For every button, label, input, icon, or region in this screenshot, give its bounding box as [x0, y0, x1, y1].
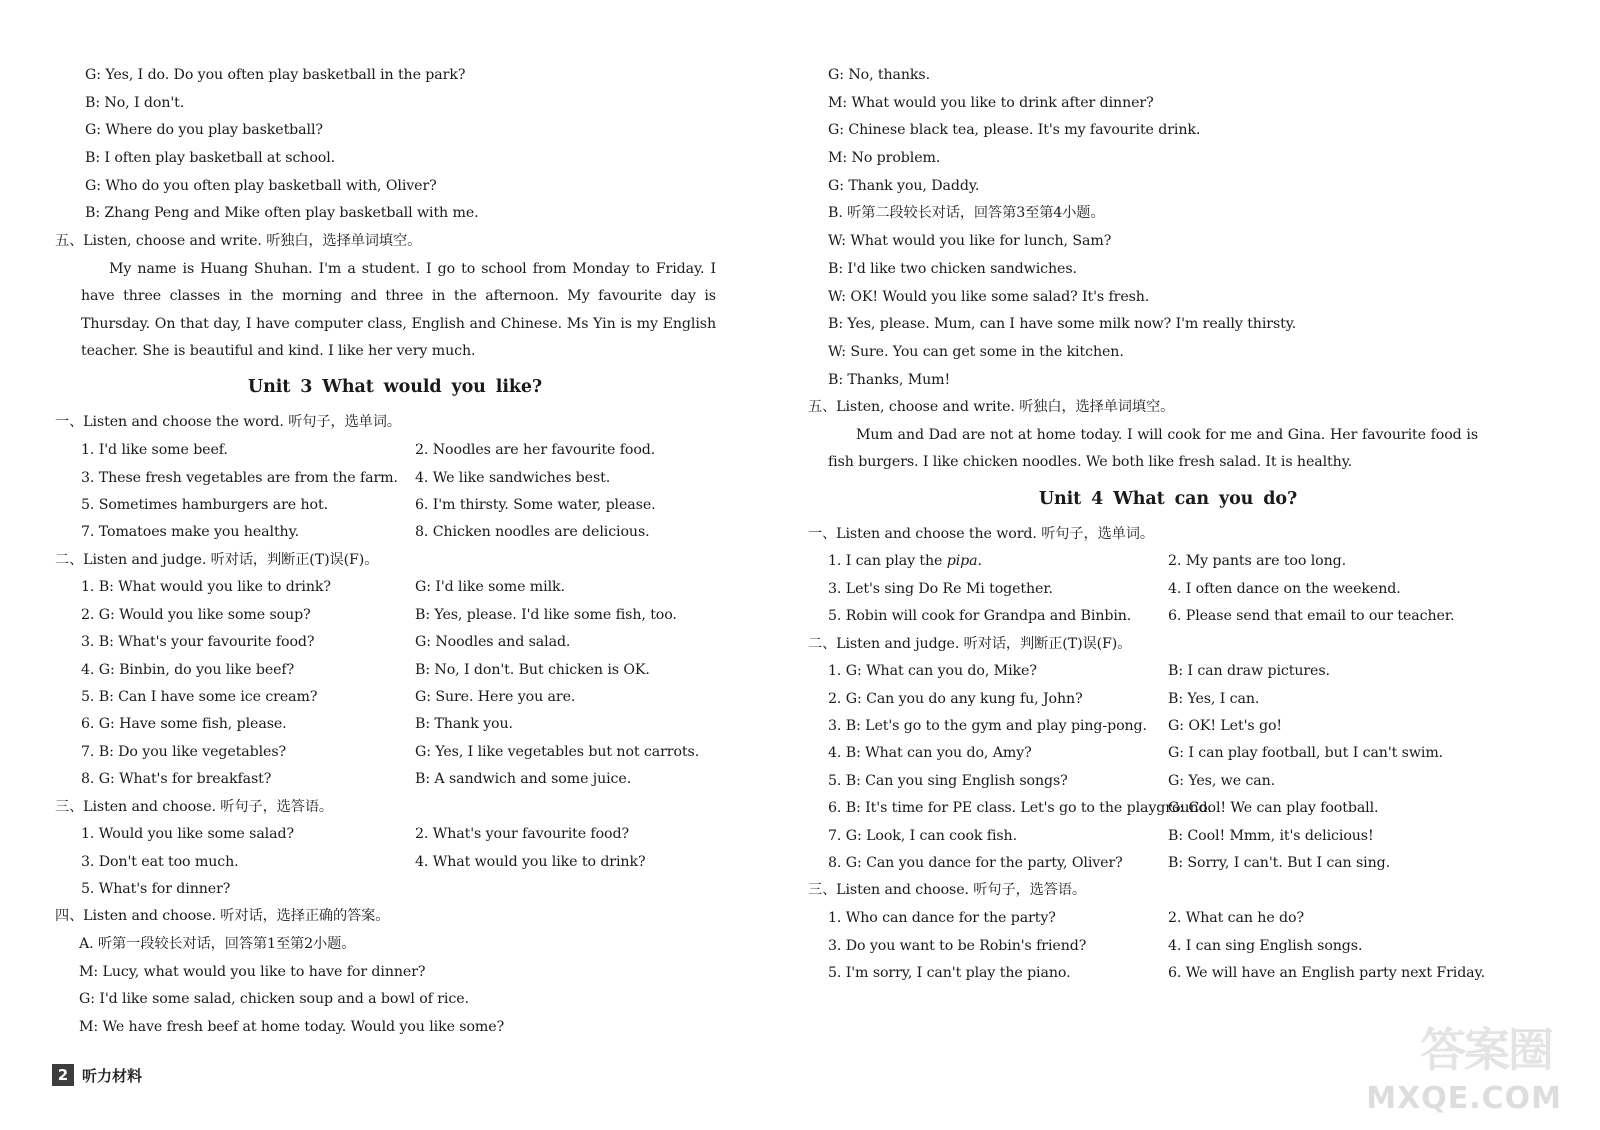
question-item: 4. We like sandwiches best.	[415, 469, 611, 486]
question-item: 6. B: It's time for PE class. Let's go to the playground.	[828, 800, 1212, 817]
right-column	[808, 62, 1528, 987]
question-item: 3. B: What's your favourite food?	[81, 634, 315, 651]
question-item	[415, 876, 735, 903]
question-item: 4. B: What can you do, Amy?	[828, 745, 1032, 762]
section-heading: 二、Listen and judge. 听对话，判断正(T)误(F)。	[55, 551, 379, 568]
question-text: .	[977, 553, 982, 570]
section-heading: 三、Listen and choose. 听句子，选答语。	[55, 798, 334, 815]
question-row	[55, 711, 735, 738]
question-row	[55, 684, 735, 711]
question-row	[55, 465, 735, 492]
question-item: 5. B: Can I have some ice cream?	[81, 688, 318, 705]
question-row	[55, 574, 735, 601]
question-row	[55, 739, 735, 766]
question-row	[808, 960, 1528, 987]
dialogue-line: M: What would you like to drink after dinner?	[828, 94, 1154, 111]
question-item: G: I can play football, but I can't swim.	[1168, 745, 1444, 762]
question-text: 1. I can play the	[828, 553, 947, 570]
dialogue-line: M: We have fresh beef at home today. Would you like some?	[79, 1019, 505, 1036]
dialogue-line: G: Where do you play basketball?	[85, 122, 323, 139]
question-row	[808, 850, 1528, 877]
page-footer	[52, 1064, 142, 1086]
question-item: B: Thank you.	[415, 716, 513, 733]
question-item: G: Sure. Here you are.	[415, 688, 576, 705]
question-item: 2. My pants are too long.	[1168, 553, 1347, 570]
dialogue-line: B: Thanks, Mum!	[828, 371, 951, 388]
dialogue-line: G: Yes, I do. Do you often play basketball in the park?	[85, 67, 466, 83]
question-row	[55, 519, 735, 546]
section-heading: 五、Listen, choose and write. 听独白，选择单词填空。	[55, 233, 422, 250]
question-row	[55, 657, 735, 684]
monologue-paragraph: My name is Huang Shuhan. I'm a student. I go to school from Monday to Friday. I have three classes in the morning and three in the afternoon. My favourite day is Thursday. On that day, I have computer class, English and Chinese. Ms Yin is my English teacher. She is beautiful and kind. I like her very much.	[81, 260, 716, 360]
question-item: 1. Would you like some salad?	[81, 826, 294, 843]
monologue-paragraph: Mum and Dad are not at home today. I will cook for me and Gina. Her favourite food is fish burgers. I like chicken noodles. We both like fresh salad. It is healthy.	[828, 426, 1478, 471]
question-item: 7. Tomatoes make you healthy.	[81, 524, 300, 541]
question-row	[55, 629, 735, 656]
question-row	[55, 602, 735, 629]
question-row	[55, 766, 735, 793]
question-item: G: Yes, we can.	[1168, 772, 1276, 789]
question-item: G: Yes, I like vegetables but not carrots.	[415, 743, 700, 760]
question-row	[808, 576, 1528, 603]
question-item: B: Sorry, I can't. But I can sing.	[1168, 855, 1391, 872]
question-item: 5. Sometimes hamburgers are hot.	[81, 496, 328, 513]
question-item: 3. These fresh vegetables are from the farm.	[81, 469, 398, 486]
question-item: 8. Chicken noodles are delicious.	[415, 524, 650, 541]
question-row	[808, 768, 1528, 795]
question-item: G: Cool! We can play football.	[1168, 800, 1379, 817]
question-item: G: OK! Let's go!	[1168, 718, 1282, 735]
question-row	[55, 849, 735, 876]
watermark-logo: 答案圈	[1420, 1023, 1552, 1077]
dialogue-line: W: OK! Would you like some salad? It's fresh.	[828, 288, 1150, 305]
question-row	[808, 686, 1528, 713]
question-row	[808, 905, 1528, 932]
question-row	[808, 795, 1528, 822]
question-item: 2. G: Can you do any kung fu, John?	[828, 690, 1083, 707]
question-item: 5. What's for dinner?	[81, 880, 231, 897]
dialogue-line: W: Sure. You can get some in the kitchen.	[828, 343, 1124, 360]
question-row	[808, 658, 1528, 685]
section-heading: 一、Listen and choose the word. 听句子，选单词。	[55, 414, 401, 431]
unit-title: Unit 4 What can you do?	[1038, 488, 1298, 509]
question-item: 2. What can he do?	[1168, 910, 1304, 927]
question-item	[808, 548, 1168, 575]
dialogue-line: B: Zhang Peng and Mike often play basketball with me.	[85, 205, 479, 222]
question-item: 6. I'm thirsty. Some water, please.	[415, 496, 656, 513]
dialogue-line: G: Thank you, Daddy.	[828, 177, 980, 194]
sub-heading: B. 听第二段较长对话，回答第3至第4小题。	[828, 205, 1105, 222]
question-item: 4. I often dance on the weekend.	[1168, 580, 1401, 597]
sub-heading: A. 听第一段较长对话，回答第1至第2小题。	[79, 936, 356, 953]
question-item: B: Cool! Mmm, it's delicious!	[1168, 827, 1374, 844]
dialogue-line: M: Lucy, what would you like to have for dinner?	[79, 963, 426, 980]
section-heading: 一、Listen and choose the word. 听句子，选单词。	[808, 525, 1154, 542]
left-column	[55, 62, 735, 1042]
dialogue-line: W: What would you like for lunch, Sam?	[828, 233, 1112, 250]
question-item: 5. B: Can you sing English songs?	[828, 772, 1068, 789]
footer-label: 听力材料	[82, 1066, 143, 1085]
page-number: 2	[52, 1064, 74, 1086]
question-item: 8. G: What's for breakfast?	[81, 771, 272, 788]
question-item: 6. Please send that email to our teacher.	[1168, 608, 1455, 625]
dialogue-line: B: No, I don't.	[85, 94, 185, 111]
question-item: 2. Noodles are her favourite food.	[415, 442, 656, 459]
question-item: B: Yes, I can.	[1168, 690, 1260, 707]
question-row	[808, 933, 1528, 960]
question-item: B: A sandwich and some juice.	[415, 771, 632, 788]
question-item: G: I'd like some milk.	[415, 579, 565, 596]
question-item: 5. I'm sorry, I can't play the piano.	[828, 964, 1071, 981]
question-row	[55, 492, 735, 519]
question-item: 3. Don't eat too much.	[81, 853, 239, 870]
question-item: 1. G: What can you do, Mike?	[828, 663, 1037, 680]
question-item: 2. G: Would you like some soup?	[81, 606, 311, 623]
question-row	[808, 603, 1528, 630]
question-item: 1. B: What would you like to drink?	[81, 579, 331, 596]
question-item: B: Yes, please. I'd like some fish, too.	[415, 606, 677, 623]
question-row	[808, 713, 1528, 740]
question-item: 6. G: Have some fish, please.	[81, 716, 287, 733]
dialogue-line: B: I often play basketball at school.	[85, 150, 336, 167]
question-row	[55, 821, 735, 848]
question-item: 3. B: Let's go to the gym and play ping-pong.	[828, 718, 1147, 735]
section-heading: 五、Listen, choose and write. 听独白，选择单词填空。	[808, 399, 1175, 416]
question-item: 2. What's your favourite food?	[415, 826, 629, 843]
question-item: 8. G: Can you dance for the party, Oliver?	[828, 855, 1123, 872]
question-item: B: I can draw pictures.	[1168, 663, 1330, 680]
question-row	[808, 740, 1528, 767]
question-item: 4. I can sing English songs.	[1168, 937, 1363, 954]
question-item: 6. We will have an English party next Friday.	[1168, 964, 1485, 981]
question-item: 1. Who can dance for the party?	[828, 910, 1056, 927]
question-item: 7. G: Look, I can cook fish.	[828, 827, 1018, 844]
question-row	[55, 876, 735, 903]
question-item: G: Noodles and salad.	[415, 634, 571, 651]
section-heading: 二、Listen and judge. 听对话，判断正(T)误(F)。	[808, 635, 1132, 652]
dialogue-line: B: I'd like two chicken sandwiches.	[828, 260, 1077, 277]
unit-title: Unit 3 What would you like?	[247, 377, 543, 398]
question-item: 4. What would you like to drink?	[415, 853, 646, 870]
question-item: 7. B: Do you like vegetables?	[81, 743, 287, 760]
question-item: B: No, I don't. But chicken is OK.	[415, 661, 650, 678]
dialogue-line: G: I'd like some salad, chicken soup and a bowl of rice.	[79, 991, 469, 1008]
watermark-site: MXQE.COM	[1366, 1081, 1562, 1116]
section-heading: 四、Listen and choose. 听对话，选择正确的答案。	[55, 908, 390, 925]
question-item: 1. I'd like some beef.	[81, 442, 228, 459]
question-item: 5. Robin will cook for Grandpa and Binbin.	[828, 608, 1132, 625]
question-item: 3. Let's sing Do Re Mi together.	[828, 580, 1053, 597]
question-item: 4. G: Binbin, do you like beef?	[81, 661, 295, 678]
question-row	[808, 548, 1528, 575]
question-item: 3. Do you want to be Robin's friend?	[828, 937, 1087, 954]
dialogue-line: G: Who do you often play basketball with, Oliver?	[85, 177, 437, 194]
italic-word: pipa	[946, 553, 978, 570]
watermark	[1366, 1016, 1562, 1116]
dialogue-line: M: No problem.	[828, 150, 941, 167]
question-row	[808, 823, 1528, 850]
dialogue-line: B: Yes, please. Mum, can I have some milk now? I'm really thirsty.	[828, 316, 1297, 333]
section-heading: 三、Listen and choose. 听句子，选答语。	[808, 882, 1087, 899]
dialogue-line: G: No, thanks.	[828, 67, 931, 83]
dialogue-line: G: Chinese black tea, please. It's my favourite drink.	[828, 122, 1201, 139]
question-row	[55, 437, 735, 464]
